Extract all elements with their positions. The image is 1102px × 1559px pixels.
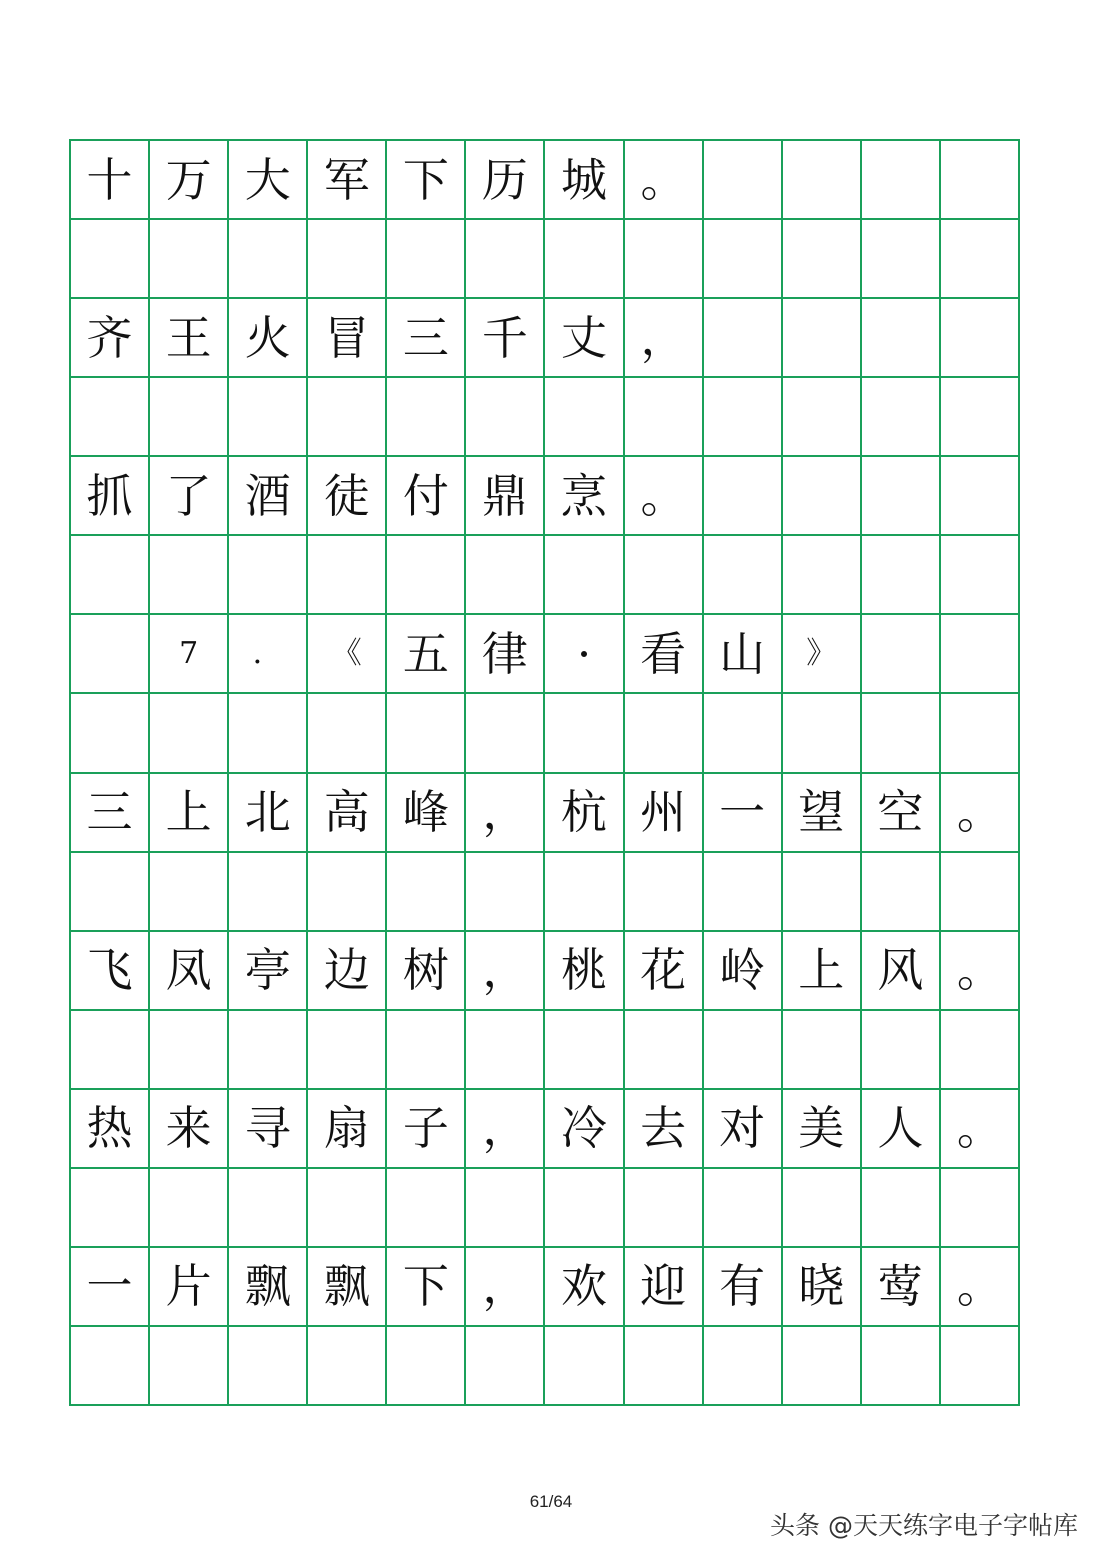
grid-cell (861, 456, 940, 535)
grid-cell (386, 852, 465, 931)
grid-cell (703, 140, 782, 219)
grid-cell (544, 1010, 623, 1089)
grid-cell (307, 219, 386, 298)
grid-cell: 片 (149, 1247, 228, 1326)
grid-cell: 去 (624, 1089, 703, 1168)
practice-grid (69, 139, 1020, 1406)
grid-cell: 空 (861, 773, 940, 852)
grid-cell: 飘 (228, 1247, 307, 1326)
grid-cell (782, 535, 861, 614)
grid-cell (70, 1010, 149, 1089)
grid-cell (228, 852, 307, 931)
grid-cell (861, 219, 940, 298)
grid-cell: 州 (624, 773, 703, 852)
grid-cell (544, 1168, 623, 1247)
grid-cell (940, 614, 1019, 693)
grid-cell: 十 (70, 140, 149, 219)
grid-cell (940, 456, 1019, 535)
grid-cell (149, 852, 228, 931)
grid-cell (149, 693, 228, 772)
grid-cell (703, 1326, 782, 1405)
grid-cell: 子 (386, 1089, 465, 1168)
grid-cell (544, 693, 623, 772)
grid-cell: 寻 (228, 1089, 307, 1168)
grid-cell (861, 140, 940, 219)
grid-cell: ， (465, 773, 544, 852)
grid-cell: 桃 (544, 931, 623, 1010)
grid-cell: 飘 (307, 1247, 386, 1326)
grid-cell: 风 (861, 931, 940, 1010)
grid-cell (70, 614, 149, 693)
text-row (70, 773, 1019, 852)
grid-cell (782, 140, 861, 219)
grid-cell (624, 1326, 703, 1405)
grid-cell: 下 (386, 140, 465, 219)
grid-cell: 杭 (544, 773, 623, 852)
grid-cell (228, 535, 307, 614)
blank-row (70, 1010, 1019, 1089)
blank-row (70, 535, 1019, 614)
grid-cell: 边 (307, 931, 386, 1010)
grid-cell: 树 (386, 931, 465, 1010)
grid-cell: 来 (149, 1089, 228, 1168)
grid-cell (465, 219, 544, 298)
grid-cell: ， (465, 1089, 544, 1168)
grid-cell (228, 377, 307, 456)
grid-cell (703, 219, 782, 298)
grid-cell (782, 298, 861, 377)
blank-row (70, 219, 1019, 298)
grid-cell: 酒 (228, 456, 307, 535)
grid-cell (386, 1168, 465, 1247)
grid-cell (782, 1010, 861, 1089)
blank-row (70, 377, 1019, 456)
grid-cell (149, 535, 228, 614)
grid-cell: 凤 (149, 931, 228, 1010)
grid-cell (149, 1168, 228, 1247)
grid-cell: ． (228, 614, 307, 693)
grid-cell (861, 1326, 940, 1405)
grid-cell (228, 693, 307, 772)
grid-cell: 万 (149, 140, 228, 219)
grid-cell (861, 693, 940, 772)
grid-cell (940, 1010, 1019, 1089)
grid-cell (861, 614, 940, 693)
grid-cell (465, 852, 544, 931)
grid-cell: 《 (307, 614, 386, 693)
grid-cell (228, 1168, 307, 1247)
grid-cell: ， (465, 931, 544, 1010)
grid-cell (703, 535, 782, 614)
grid-cell: 飞 (70, 931, 149, 1010)
grid-cell: 热 (70, 1089, 149, 1168)
grid-cell: 一 (70, 1247, 149, 1326)
grid-cell (149, 1010, 228, 1089)
grid-cell: 。 (940, 931, 1019, 1010)
grid-cell (386, 1326, 465, 1405)
grid-cell (782, 377, 861, 456)
grid-cell (703, 456, 782, 535)
grid-cell (70, 1326, 149, 1405)
grid-cell: 高 (307, 773, 386, 852)
grid-cell (149, 1326, 228, 1405)
grid-cell (307, 535, 386, 614)
text-row (70, 1247, 1019, 1326)
grid-cell (624, 377, 703, 456)
grid-cell: 三 (70, 773, 149, 852)
grid-cell (544, 377, 623, 456)
grid-cell: 》 (782, 614, 861, 693)
grid-cell (782, 1326, 861, 1405)
grid-cell (861, 1168, 940, 1247)
text-row (70, 456, 1019, 535)
grid-cell: 下 (386, 1247, 465, 1326)
grid-cell: 丈 (544, 298, 623, 377)
grid-cell: 冒 (307, 298, 386, 377)
grid-cell (940, 535, 1019, 614)
grid-cell: 。 (940, 1089, 1019, 1168)
grid-cell: 人 (861, 1089, 940, 1168)
grid-cell (861, 535, 940, 614)
grid-cell (703, 377, 782, 456)
grid-cell (544, 1326, 623, 1405)
grid-cell (307, 852, 386, 931)
blank-row (70, 693, 1019, 772)
blank-row (70, 852, 1019, 931)
grid-cell (465, 1168, 544, 1247)
grid-cell: 晓 (782, 1247, 861, 1326)
grid-cell: 。 (624, 456, 703, 535)
grid-cell: 亭 (228, 931, 307, 1010)
grid-cell (624, 1010, 703, 1089)
grid-cell: 对 (703, 1089, 782, 1168)
blank-row (70, 1168, 1019, 1247)
grid-cell (70, 1168, 149, 1247)
watermark: 头条 @天天练字电子字帖库 (770, 1511, 1078, 1540)
text-row (70, 931, 1019, 1010)
text-row (70, 1089, 1019, 1168)
grid-cell: 付 (386, 456, 465, 535)
grid-cell (544, 219, 623, 298)
grid-cell: 上 (782, 931, 861, 1010)
grid-cell: 城 (544, 140, 623, 219)
grid-cell (465, 1010, 544, 1089)
grid-cell: 五 (386, 614, 465, 693)
grid-cell: 了 (149, 456, 228, 535)
grid-cell (703, 852, 782, 931)
grid-cell: 山 (703, 614, 782, 693)
grid-cell (940, 140, 1019, 219)
grid-cell: ， (624, 298, 703, 377)
grid-cell: 看 (624, 614, 703, 693)
grid-cell (782, 219, 861, 298)
grid-cell: 抓 (70, 456, 149, 535)
grid-cell (624, 219, 703, 298)
grid-cell (782, 852, 861, 931)
grid-cell: 烹 (544, 456, 623, 535)
grid-cell (940, 1326, 1019, 1405)
grid-cell: 火 (228, 298, 307, 377)
grid-cell: 峰 (386, 773, 465, 852)
grid-cell (307, 377, 386, 456)
grid-cell (703, 298, 782, 377)
grid-cell (624, 852, 703, 931)
grid-cell (940, 693, 1019, 772)
grid-cell: 王 (149, 298, 228, 377)
grid-cell (386, 693, 465, 772)
grid-cell: 莺 (861, 1247, 940, 1326)
grid-cell (307, 1010, 386, 1089)
grid-cell (624, 535, 703, 614)
grid-cell (940, 852, 1019, 931)
grid-cell: 。 (940, 1247, 1019, 1326)
grid-cell: 军 (307, 140, 386, 219)
grid-cell (149, 377, 228, 456)
grid-cell: 一 (703, 773, 782, 852)
grid-cell: 。 (624, 140, 703, 219)
grid-cell (386, 219, 465, 298)
grid-cell (70, 377, 149, 456)
grid-cell (70, 693, 149, 772)
grid-cell: 律 (465, 614, 544, 693)
grid-cell: 鼎 (465, 456, 544, 535)
grid-cell: 岭 (703, 931, 782, 1010)
grid-cell (940, 219, 1019, 298)
grid-cell (861, 377, 940, 456)
grid-cell: 扇 (307, 1089, 386, 1168)
grid-cell (703, 1010, 782, 1089)
grid-cell (465, 693, 544, 772)
grid-cell (307, 1168, 386, 1247)
grid-cell: 花 (624, 931, 703, 1010)
grid-cell: 欢 (544, 1247, 623, 1326)
grid-cell (228, 1326, 307, 1405)
grid-cell: 历 (465, 140, 544, 219)
grid-cell (861, 852, 940, 931)
grid-cell (70, 219, 149, 298)
grid-cell (940, 1168, 1019, 1247)
grid-cell (861, 1010, 940, 1089)
grid-cell (465, 377, 544, 456)
grid-cell: 北 (228, 773, 307, 852)
grid-cell (861, 298, 940, 377)
grid-cell (782, 1168, 861, 1247)
grid-cell: 三 (386, 298, 465, 377)
text-row (70, 298, 1019, 377)
grid-cell (544, 852, 623, 931)
grid-cell: 冷 (544, 1089, 623, 1168)
grid-cell: ， (465, 1247, 544, 1326)
grid-cell: 徒 (307, 456, 386, 535)
grid-cell: · (544, 614, 623, 693)
text-row (70, 140, 1019, 219)
grid-cell (228, 219, 307, 298)
grid-cell: 有 (703, 1247, 782, 1326)
grid-cell (70, 535, 149, 614)
grid-cell (228, 1010, 307, 1089)
blank-row (70, 1326, 1019, 1405)
grid-cell (782, 456, 861, 535)
grid-cell (307, 693, 386, 772)
grid-cell (624, 1168, 703, 1247)
grid-cell (624, 693, 703, 772)
grid-cell (703, 693, 782, 772)
grid-cell: 千 (465, 298, 544, 377)
grid-cell (465, 1326, 544, 1405)
grid-cell (703, 1168, 782, 1247)
grid-cell: 望 (782, 773, 861, 852)
grid-cell: 7 (149, 614, 228, 693)
text-row (70, 614, 1019, 693)
grid-cell (940, 377, 1019, 456)
grid-cell: 齐 (70, 298, 149, 377)
grid-cell (386, 377, 465, 456)
grid-cell: 迎 (624, 1247, 703, 1326)
grid-cell (307, 1326, 386, 1405)
page-number: 61/64 (529, 1492, 573, 1511)
grid-cell (940, 298, 1019, 377)
grid-cell: 大 (228, 140, 307, 219)
grid-cell: 上 (149, 773, 228, 852)
grid-cell (386, 535, 465, 614)
grid-cell: 美 (782, 1089, 861, 1168)
grid-cell (544, 535, 623, 614)
grid-cell (70, 852, 149, 931)
grid-cell (386, 1010, 465, 1089)
grid-cell (782, 693, 861, 772)
grid-cell (465, 535, 544, 614)
grid-cell: 。 (940, 773, 1019, 852)
grid-cell (149, 219, 228, 298)
